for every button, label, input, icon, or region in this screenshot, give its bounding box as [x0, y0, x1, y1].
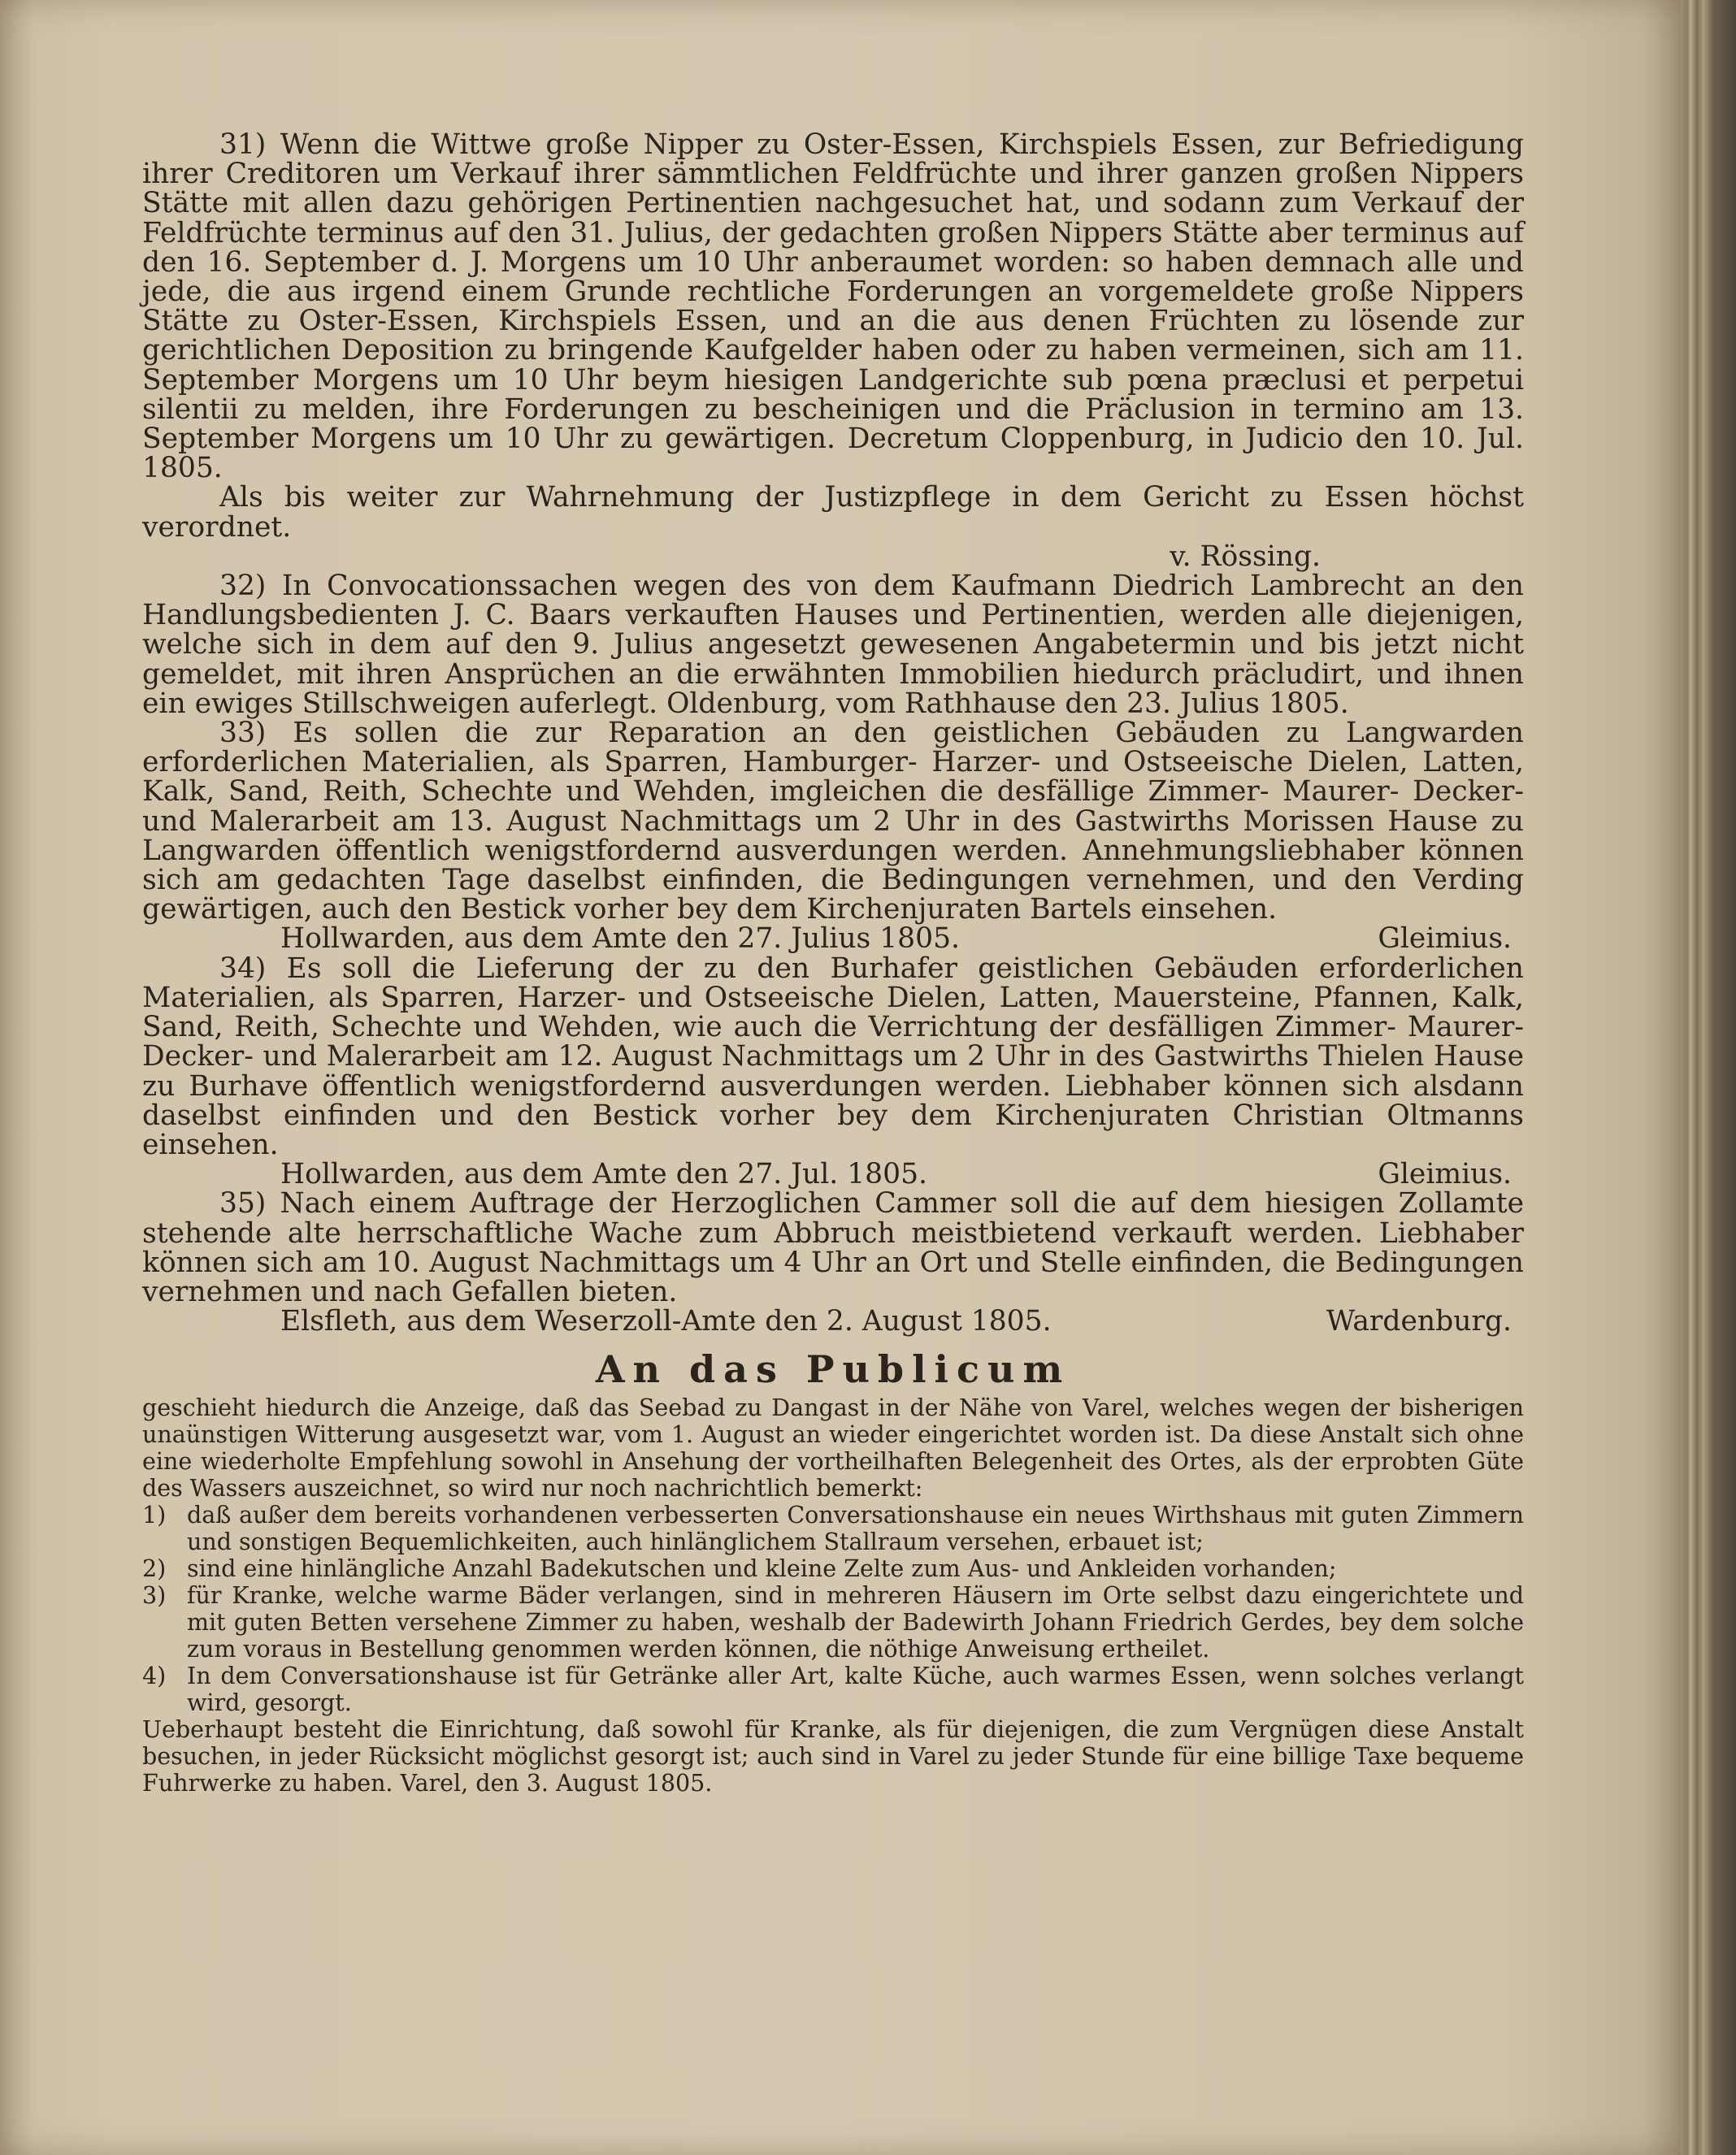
notice-35: 35) Nach einem Auftrage der Herzoglichen Cammer soll die auf dem hiesigen Zollamte stehende alte herrschaftliche Wache zum Abbruch meistbietend verkauft werden. Liebhaber können sich am 10. August Nachmittags um 4 Uhr an Ort und Stelle einfinden, die Bedingungen vernehmen und nach Gefallen bieten.: [142, 1187, 1524, 1308]
page-edge: [1681, 0, 1736, 2155]
list-item: [142, 1555, 1524, 1582]
notice-34-signature: Gleimius.: [1378, 1158, 1512, 1191]
list-item-number: 2): [142, 1555, 167, 1583]
list-item-text: In dem Conversationshause ist für Getränke aller Art, kalte Küche, auch warmes Essen, wenn solches verlangt wird, gesorgt.: [187, 1663, 1524, 1717]
list-item-text: daß außer dem bereits vorhandenen verbesserten Conversationshause ein neues Wirthshaus mit guten Zimmern und sonstigen Bequemlichkeiten, auch hinlänglichem Stallraum versehen, erbauet ist;: [187, 1502, 1524, 1556]
publicum-notice: [142, 1394, 1524, 1797]
notice-31-signature: v. Rössing.: [1170, 540, 1321, 573]
notice-35-place: Elsfleth, aus dem Weserzoll-Amte den 2. August 1805.: [280, 1305, 1052, 1338]
list-item: [142, 1663, 1524, 1716]
notice-31-addendum: Als bis weiter zur Wahrnehmung der Justizpflege in dem Gericht zu Essen höchst verordnet.: [142, 481, 1524, 544]
notice-31: 31) Wenn die Wittwe große Nipper zu Oster-Essen, Kirchspiels Essen, zur Befriedigung ihrer Creditoren um Verkauf ihrer sämmtlichen Feldfrüchte und ihrer ganzen großen Nippers Stätte mit allen dazu gehörigen Pertinentien nachgesuchet hat, und sodann zum Verkauf der Feldfrüchte terminus auf den 31. Julius, der gedachten großen Nippers Stätte aber terminus auf den 16. September d. J. Morgens um 10 Uhr anberaumet worden: so haben demnach alle und jede, die aus irgend einem Grunde rechtliche Forderungen an vorgemeldete große Nippers Stätte zu Oster-Essen, Kirchspiels Essen, und an die aus denen Früchten zu lösende zur gerichtlichen Deposition zu bringende Kaufgelder haben oder zu haben vermeinen, sich am 11. September Morgens um 10 Uhr beym hiesigen Landgerichte sub pœna præclusi et perpetui silentii zu melden, ihre Forderungen zu bescheinigen und die Präclusion in termino am 13. September Morgens um 10 Uhr zu gewärtigen. Decretum Cloppenburg, in Judicio den 10. Jul. 1805.: [142, 128, 1524, 485]
notice-35-dateline: [142, 1307, 1524, 1336]
notice-34: 34) Es soll die Lieferung der zu den Burhafer geistlichen Gebäuden erforderlichen Materialien, als Sparren, Harzer- und Ostseeische Dielen, Latten, Mauersteine, Pfannen, Kalk, Sand, Reith, Schechte und Wehden, wie auch die Verrichtung der desfälligen Zimmer- Maurer- Decker- und Malerarbeit am 12. August Nachmittags um 2 Uhr in des Gastwirths Thielen Hause zu Burhave öffentlich wenigstfordernd ausverdungen werden. Liebhaber können sich alsdann daselbst einfinden und den Bestick vorher bey dem Kirchenjuraten Christian Oltmanns einsehen.: [142, 952, 1524, 1161]
notice-34-dateline: [142, 1160, 1524, 1189]
notice-32: 32) In Convocationssachen wegen des von dem Kaufmann Diedrich Lambrecht an den Handlungsbedienten J. C. Baars verkauften Hauses und Pertinentien, werden alle diejenigen, welche sich in dem auf den 9. Julius angesetzt gewesenen Angabetermin und bis jetzt nicht gemeldet, mit ihren Ansprüchen an die erwähnten Immobilien hiedurch präcludirt, und ihnen ein ewiges Stillschweigen auferlegt. Oldenburg, vom Rathhause den 23. Julius 1805.: [142, 570, 1524, 720]
notice-33-place: Hollwarden, aus dem Amte den 27. Julius 1805.: [280, 922, 960, 956]
notice-35-signature: Wardenburg.: [1326, 1305, 1512, 1338]
notice-33-dateline: [142, 922, 1524, 956]
notice-34-place: Hollwarden, aus dem Amte den 27. Jul. 1805.: [280, 1158, 927, 1191]
page-text: [142, 130, 1524, 1797]
list-item-text: für Kranke, welche warme Bäder verlangen, sind in mehreren Häusern im Orte selbst dazu eingerichtete und mit guten Betten versehene Zimmer zu haben, weshalb der Badewirth Johann Friedrich Gerdes, bey dem solche zum voraus in Bestellung genommen werden können, die nöthige Anweisung ertheilet.: [187, 1582, 1524, 1663]
list-item-number: 3): [142, 1582, 167, 1610]
list-item-number: 1): [142, 1502, 167, 1529]
list-item-number: 4): [142, 1663, 167, 1690]
publicum-intro: geschieht hiedurch die Anzeige, daß das Seebad zu Dangast in der Nähe von Varel, welches wegen der bisherigen unaünstigen Witterung ausgesetzt war, vom 1. August an wieder eingerichtet worden ist. Da diese Anstalt sich ohne eine wiederholte Empfehlung sowohl in Ansehung der vortheilhaften Belegenheit des Ortes, als der erprobten Güte des Wassers auszeichnet, so wird nur noch nachrichtlich bemerkt:: [142, 1394, 1524, 1502]
list-item: [142, 1582, 1524, 1663]
publicum-heading: An das Publicum: [595, 1347, 1071, 1392]
publicum-closing: Ueberhaupt besteht die Einrichtung, daß sowohl für Kranke, als für diejenigen, die zum Vergnügen diese Anstalt besuchen, in jeder Rücksicht möglichst gesorgt ist; auch sind in Varel zu jeder Stunde für eine billige Taxe bequeme Fuhrwerke zu haben. Varel, den 3. August 1805.: [142, 1716, 1524, 1797]
list-item-text: sind eine hinlängliche Anzahl Badekutschen und kleine Zelte zum Aus- und Ankleiden vorhanden;: [187, 1555, 1337, 1583]
notice-33: 33) Es sollen die zur Reparation an den geistlichen Gebäuden zu Langwarden erforderlichen Materialien, als Sparren, Hamburger- Harzer- und Ostseeische Dielen, Latten, Kalk, Sand, Reith, Schechte und Wehden, imgleichen die desfällige Zimmer- Maurer- Decker- und Malerarbeit am 13. August Nachmittags um 2 Uhr in des Gastwirths Morissen Hause zu Langwarden öffentlich wenigstfordernd ausverdungen werden. Annehmungsliebhaber können sich am gedachten Tage daselbst einfinden, die Bedingungen vernehmen, und den Verding gewärtigen, auch den Bestick vorher bey dem Kirchenjuraten Bartels einsehen.: [142, 717, 1524, 926]
notice-33-signature: Gleimius.: [1378, 922, 1512, 956]
list-item: [142, 1502, 1524, 1555]
